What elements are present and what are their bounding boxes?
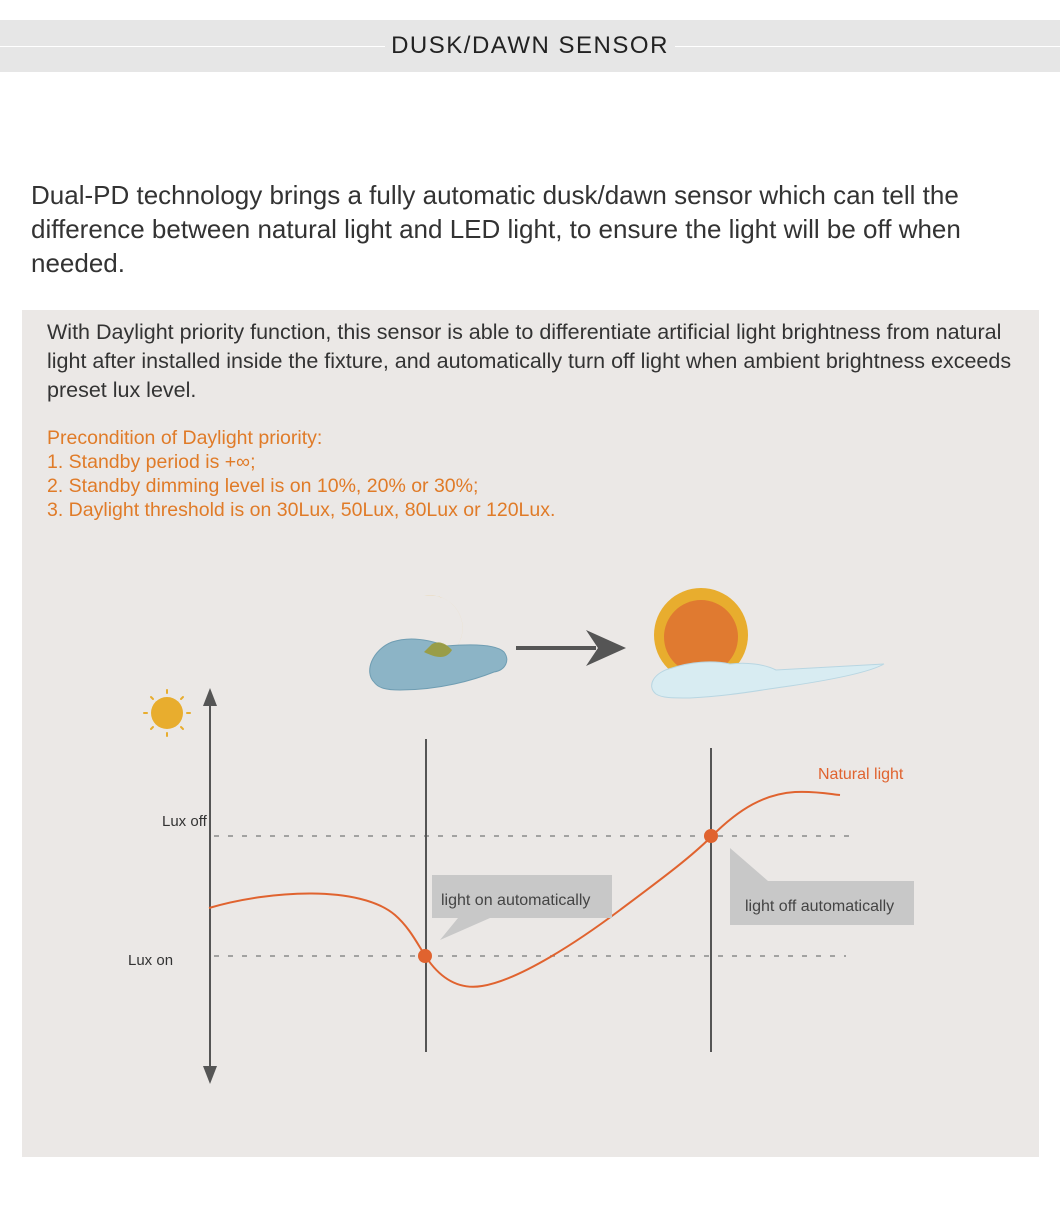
precondition-item: 3. Daylight threshold is on 30Lux, 50Lux, 80Lux or 120Lux. — [47, 499, 556, 521]
lux-off-intersection-point — [704, 829, 718, 843]
precondition-item: 2. Standby dimming level is on 10%, 20% or 30%; — [47, 475, 479, 497]
sun-icon — [144, 690, 190, 736]
sunrise-cloud-icon — [652, 588, 884, 698]
page-title-text: DUSK/DAWN SENSOR — [385, 32, 675, 59]
callout-light-on-text: light on automatically — [441, 892, 591, 909]
callout-light-on — [432, 875, 612, 940]
precondition-title: Precondition of Daylight priority: — [47, 427, 323, 449]
callout-light-off — [730, 848, 914, 925]
brightness-axis — [203, 688, 217, 1084]
moon-cloud-icon — [370, 595, 507, 690]
precondition-item: 1. Standby period is +∞; — [47, 451, 256, 473]
callout-light-off-text: light off automatically — [745, 898, 895, 915]
moon-icon — [163, 1032, 186, 1060]
lux-on-label: Lux on — [128, 952, 174, 969]
lux-on-intersection-point — [418, 949, 432, 963]
lux-off-label: Lux off — [162, 813, 207, 830]
arrow-right-icon — [516, 630, 626, 666]
natural-light-label: Natural light — [818, 766, 904, 783]
panel-description: With Daylight priority function, this sensor is able to differentiate artificial light brightness from natural light after installed inside the fixture, and automatically turn off light when ambient brightness exceeds preset lux level. — [47, 320, 1012, 402]
intro-text: Dual-PD technology brings a fully automatic dusk/dawn sensor which can tell the difference between natural light and LED light, to ensure the light will be off when needed. — [31, 180, 961, 278]
